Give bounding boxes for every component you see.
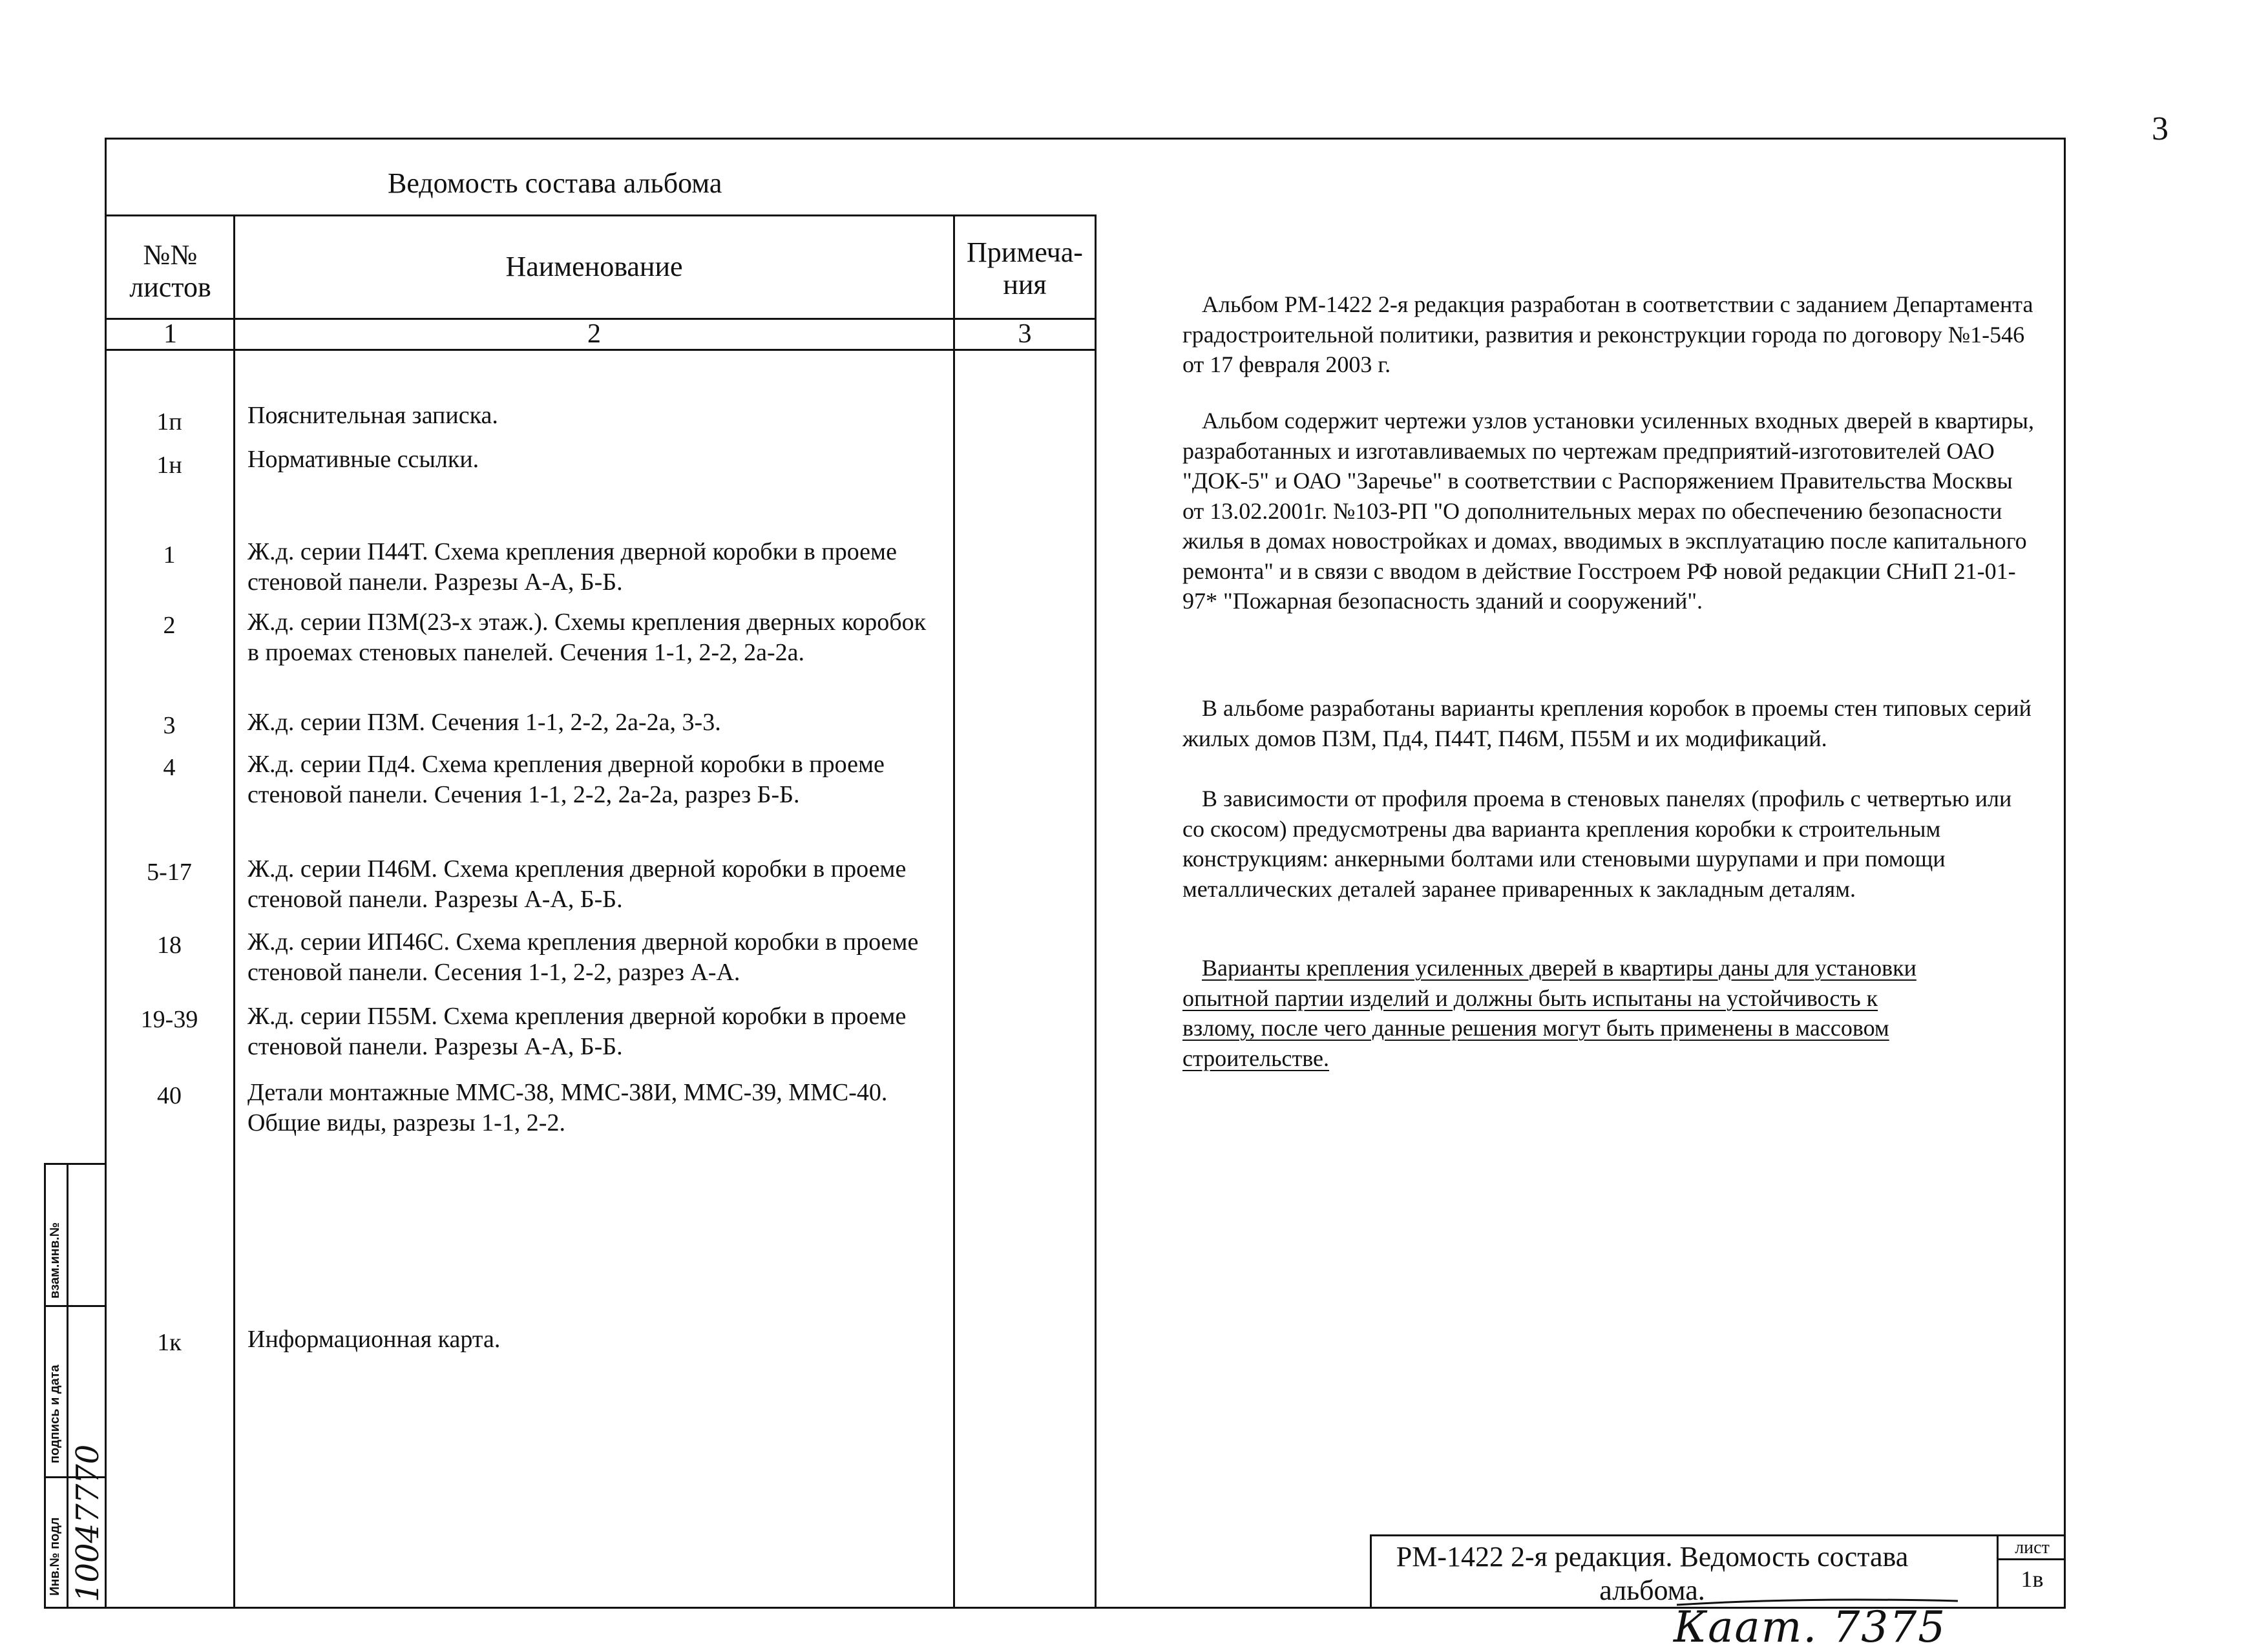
table-top-line <box>105 214 1097 216</box>
row-1n-num: 1н <box>156 452 182 479</box>
header-sheet-numbers-line2: листов <box>129 271 211 303</box>
table-right-edge <box>1095 214 1097 1609</box>
side-label-signature: подпись и дата <box>48 1364 62 1463</box>
colnum-2: 2 <box>587 319 601 349</box>
row-1-name: Ж.д. серии П44Т. Схема крепления дверной коробки в проеме стеновой панели. Разрезы А-А, Б-Б. <box>247 538 897 596</box>
colnum-3: 3 <box>1018 319 1032 349</box>
table-title: Ведомость состава альбома <box>388 167 722 199</box>
side-stamp-divider <box>67 1163 68 1609</box>
row-3-name: Ж.д. серии П3М. Сечения 1-1, 2-2, 2а-2а, 3-3. <box>247 709 721 736</box>
row-2-name: Ж.д. серии П3М(23-х этаж.). Схемы крепления дверных коробок в проемах стеновых панелей. Сечения 1-1, 2-2, 2а-2а. <box>247 609 927 666</box>
header-sheet-numbers-line1: №№ <box>143 239 198 271</box>
note-testing-text: Варианты крепления усиленных дверей в квартиры даны для установки опытной партии изделий и должны быть испытаны на устойчивость к взлому, после чего данные решения могут быть применены в массовом строительстве. <box>1182 955 1916 1071</box>
title-block-text: РМ-1422 2-я редакция. Ведомость состава альбома. <box>1396 1541 1909 1606</box>
row-1k-num: 1к <box>157 1329 182 1356</box>
header-name: Наименование <box>505 251 683 282</box>
note-content <box>1182 406 2035 616</box>
row-18-name: Ж.д. серии ИП46С. Схема крепления дверной коробки в проеме стеновой панели. Сесения 1-1, 2-2, разрез А-А. <box>247 928 919 986</box>
note-content-text: Альбом содержит чертежи узлов установки усиленных входных дверей в квартиры, разработанных и изготавливаемых по чертежам предприятий-изготовителей ОАО "ДОК-5" и ОАО "Заречье" в соответствии с Распоряжением Правительства Москвы от 13.02.2001г. №103-РП "О дополнительных мерах по обеспечению безопасности жилья в домах новостройках и домах, вводимых в эксплуатацию после капитального ремонта" и в связи с вводом в действие Госстроем РФ новой редакции СНиП 21-01-97* "Пожарная безопасность зданий и сооружений". <box>1182 408 2034 614</box>
header-notes-line2: ния <box>1003 269 1047 300</box>
side-stamp-sep-1 <box>44 1305 105 1307</box>
note-profile <box>1182 784 2035 904</box>
header-notes-line1: Примеча- <box>967 236 1083 268</box>
handwritten-underline <box>1674 1596 1964 1609</box>
row-18-num: 18 <box>157 932 182 959</box>
header-notes <box>955 236 1095 301</box>
table-col-divider-2 <box>953 214 955 1609</box>
side-label-inventory: Инв.№ подл <box>48 1517 62 1596</box>
title-block-sheet-line <box>1997 1558 2066 1560</box>
row-19-39-name: Ж.д. серии П55М. Схема крепления дверной коробки в проеме стеновой панели. Разрезы А-А, Б-Б. <box>247 1003 907 1060</box>
handwritten-inventory-number: 10047770 <box>70 1444 106 1602</box>
note-testing <box>1182 953 1926 1073</box>
row-5-17-num: 5-17 <box>147 859 192 886</box>
row-1-num: 1 <box>163 541 176 569</box>
row-1p-num: 1п <box>156 408 182 435</box>
row-1k-name: Информационная карта. <box>247 1326 501 1353</box>
row-19-39-num: 19-39 <box>140 1006 198 1033</box>
sheet-label: лист <box>2015 1538 2050 1558</box>
handwritten-catalog-mark: Каат. 7375 <box>1674 1602 1947 1652</box>
row-1p-name: Пояснительная записка. <box>247 402 498 429</box>
side-label-replacement: взам.инв.№ <box>48 1222 62 1299</box>
note-contract-text: Альбом РМ-1422 2-я редакция разработан в соответствии с заданием Департамента градостроительной политики, развития и реконструкции города по договору №1-546 от 17 февраля 2003 г. <box>1182 291 2033 377</box>
note-contract <box>1182 289 2035 380</box>
note-variants <box>1182 693 2035 753</box>
row-40-num: 40 <box>157 1082 182 1109</box>
note-variants-text: В альбоме разработаны варианты крепления коробок в проемы стен типовых серий жилых домов П3М, Пд4, П44Т, П46М, П55М и их модификаций. <box>1182 695 2032 751</box>
note-profile-text: В зависимости от профиля проема в стеновых панелях (профиль с четвертью или со скосом) предусмотрены два варианта крепления коробки к строительным конструкциям: анкерными болтами или стеновыми шурупами и при помощи металлических деталей заранее приваренных к закладным деталям. <box>1182 786 2012 902</box>
row-4-num: 4 <box>163 754 176 781</box>
sheet-value: 1в <box>2021 1566 2044 1592</box>
row-1n-name: Нормативные ссылки. <box>247 446 479 473</box>
row-2-num: 2 <box>163 612 176 639</box>
header-sheet-numbers <box>107 239 233 304</box>
row-5-17-name: Ж.д. серии П46М. Схема крепления дверной коробки в проеме стеновой панели. Разрезы А-А, Б-Б. <box>247 855 907 913</box>
row-40-name: Детали монтажные ММС-38, ММС-38И, ММС-39, ММС-40. Общие виды, разрезы 1-1, 2-2. <box>247 1079 888 1136</box>
row-4-name: Ж.д. серии Пд4. Схема крепления дверной коробки в проеме стеновой панели. Сечения 1-1, 2-2, 2а-2а, разрез Б-Б. <box>247 751 885 808</box>
page-number: 3 <box>2152 110 2168 147</box>
row-3-num: 3 <box>163 712 176 739</box>
colnum-1: 1 <box>163 319 177 349</box>
